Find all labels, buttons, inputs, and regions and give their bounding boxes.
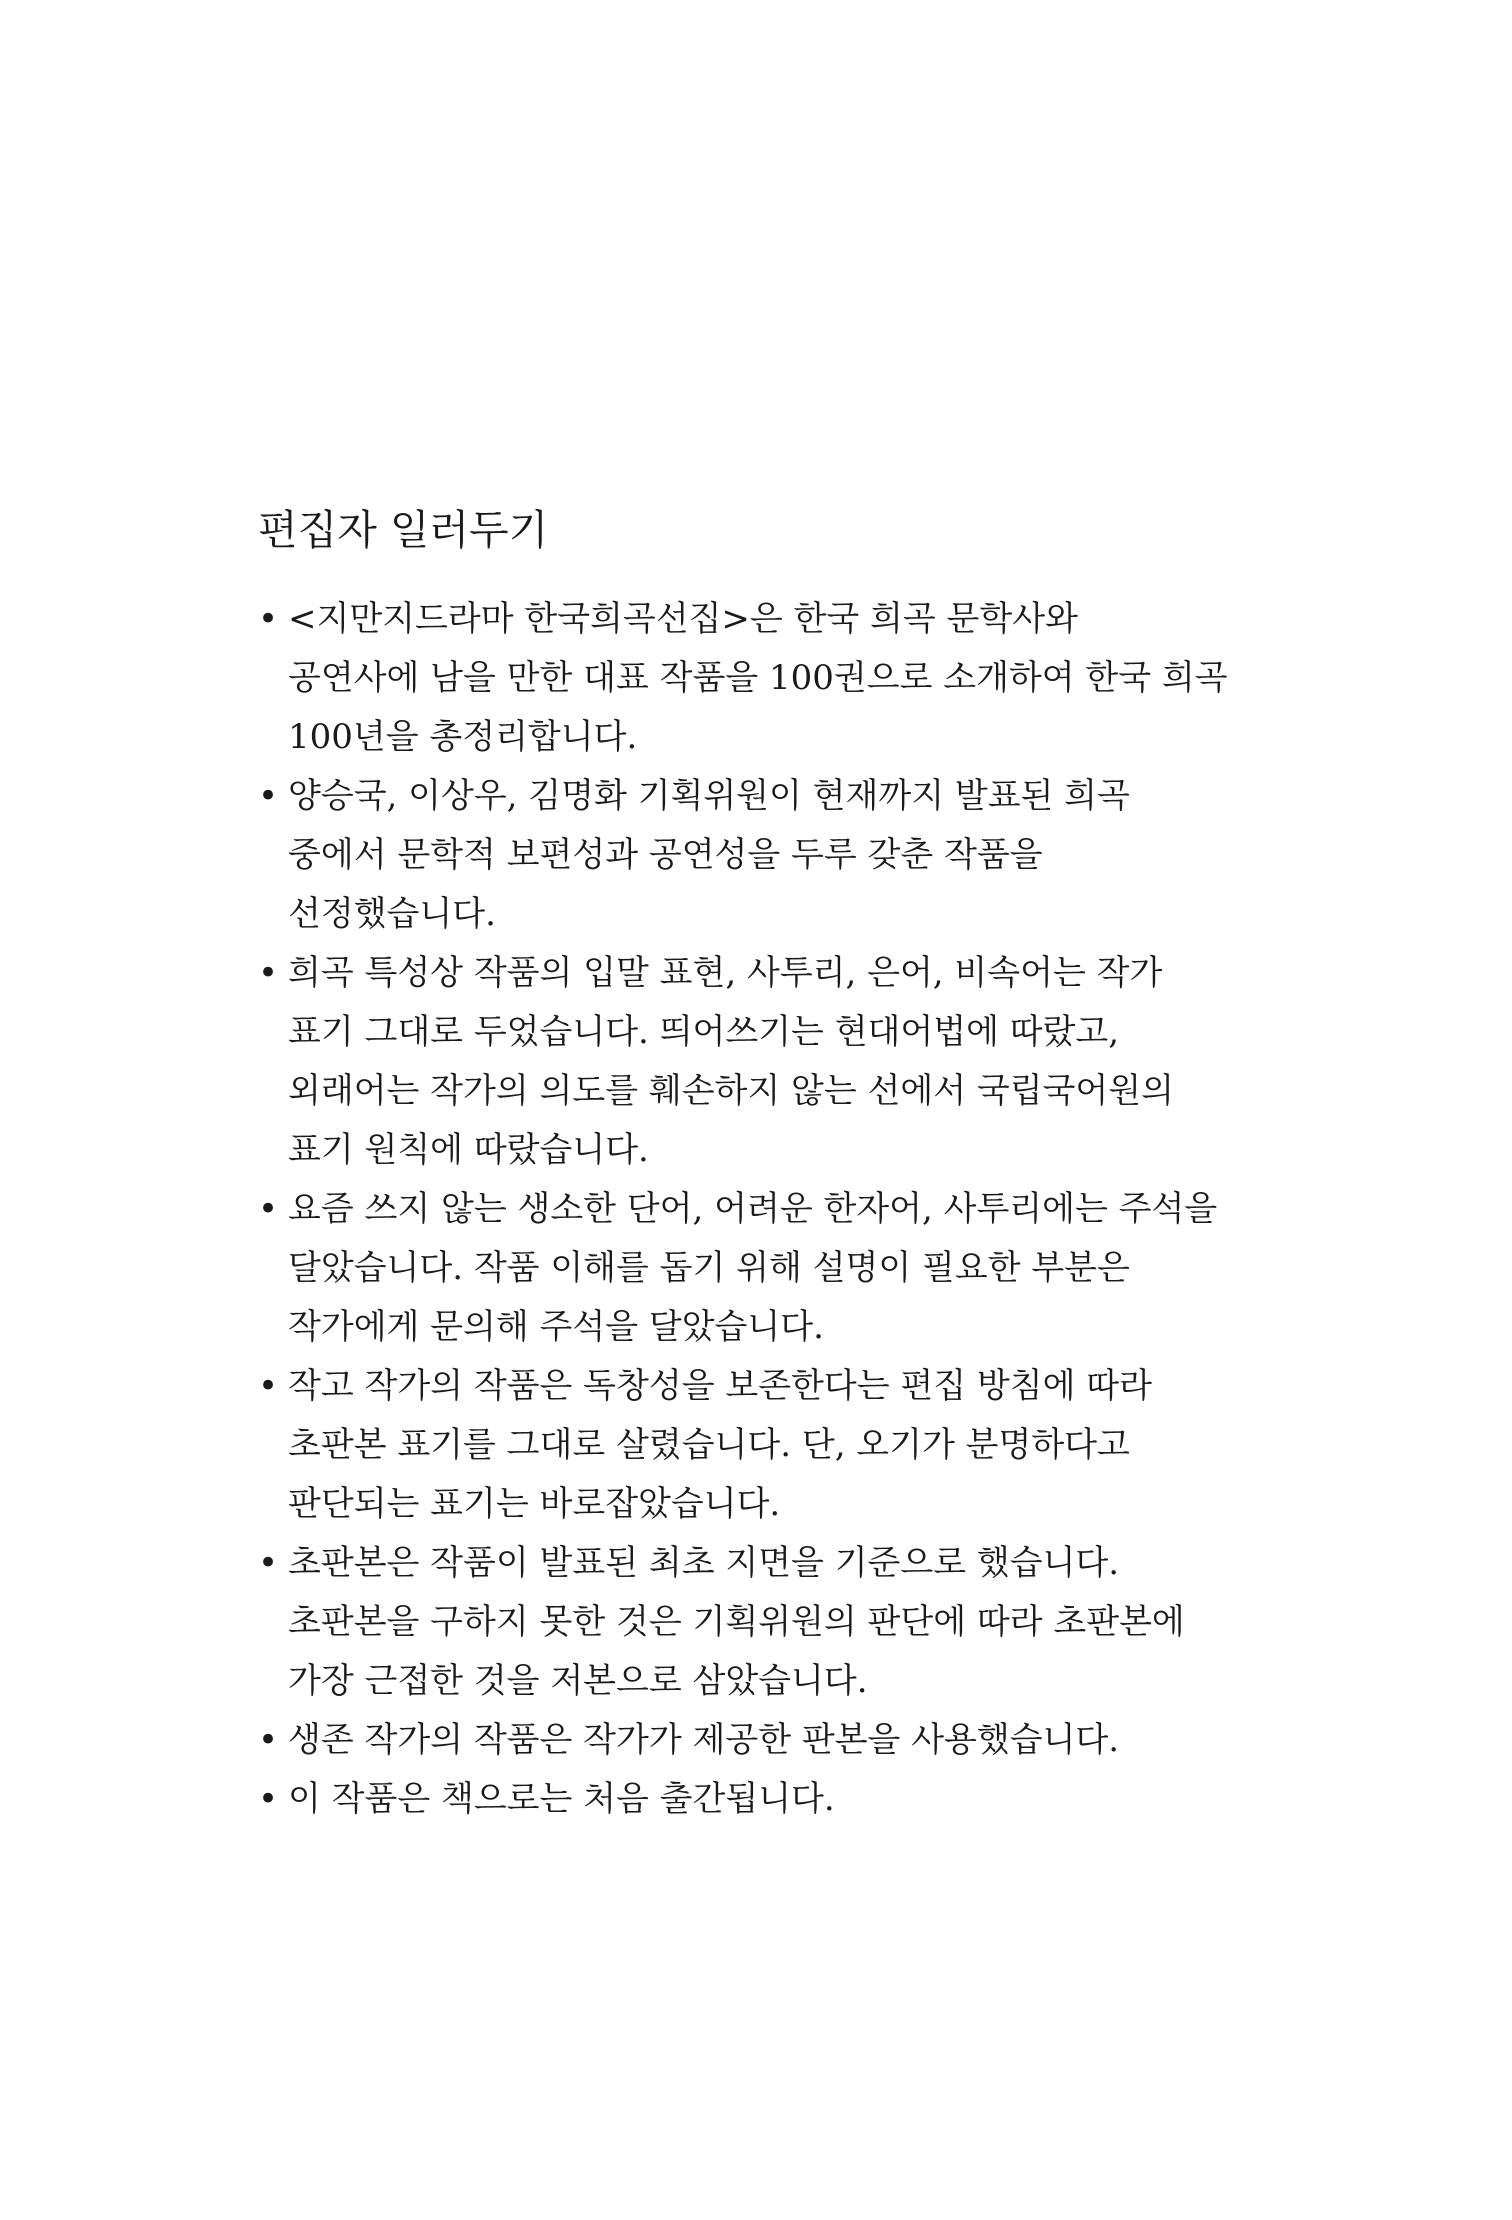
note-line: 중에서 문학적 보편성과 공연성을 두루 갖춘 작품을 (288, 835, 1043, 875)
bullet-icon: • (258, 1779, 279, 1819)
note-item (258, 590, 1258, 767)
bullet-icon: • (258, 1366, 279, 1406)
bullet-icon: • (258, 776, 279, 816)
note-line: 이 작품은 책으로는 처음 출간됩니다. (288, 1779, 835, 1819)
bullet-icon: • (258, 1720, 279, 1760)
note-line: 달았습니다. 작품 이해를 돕기 위해 설명이 필요한 부분은 (288, 1248, 1130, 1288)
note-item (258, 1534, 1258, 1711)
note-line: 작고 작가의 작품은 독창성을 보존한다는 편집 방침에 따라 (288, 1366, 1152, 1406)
note-item (258, 1770, 1258, 1829)
bullet-icon: • (258, 1543, 279, 1583)
note-item (258, 1357, 1258, 1534)
note-line: 요즘 쓰지 않는 생소한 단어, 어려운 한자어, 사투리에는 주석을 (288, 1189, 1218, 1229)
note-item (258, 1180, 1258, 1357)
note-line: 가장 근접한 것을 저본으로 삼았습니다. (288, 1661, 868, 1701)
bullet-icon: • (258, 1189, 279, 1229)
page-title: 편집자 일러두기 (258, 506, 549, 554)
note-line: 양승국, 이상우, 김명화 기획위원이 현재까지 발표된 희곡 (288, 776, 1130, 816)
note-item (258, 944, 1258, 1180)
note-line: 판단되는 표기는 바로잡았습니다. (288, 1484, 781, 1524)
note-line: 초판본 표기를 그대로 살렸습니다. 단, 오기가 분명하다고 (288, 1425, 1130, 1465)
note-line: 표기 그대로 두었습니다. 띄어쓰기는 현대어법에 따랐고, (288, 1012, 1120, 1052)
note-line: <지만지드라마 한국희곡선집>은 한국 희곡 문학사와 (288, 599, 1078, 639)
note-line: 초판본은 작품이 발표된 최초 지면을 기준으로 했습니다. (288, 1543, 1120, 1583)
note-line: 생존 작가의 작품은 작가가 제공한 판본을 사용했습니다. (288, 1720, 1120, 1760)
note-item (258, 1711, 1258, 1770)
note-line: 외래어는 작가의 의도를 훼손하지 않는 선에서 국립국어원의 (288, 1071, 1174, 1111)
bullet-icon: • (258, 953, 279, 993)
note-item (258, 767, 1258, 944)
editor-notes-list (258, 590, 1258, 1829)
note-line: 작가에게 문의해 주석을 달았습니다. (288, 1307, 824, 1347)
note-line: 희곡 특성상 작품의 입말 표현, 사투리, 은어, 비속어는 작가 (288, 953, 1163, 993)
note-line: 선정했습니다. (288, 894, 496, 934)
note-line: 초판본을 구하지 못한 것은 기획위원의 판단에 따라 초판본에 (288, 1602, 1185, 1642)
bullet-icon: • (258, 599, 279, 639)
note-line: 100년을 총정리합니다. (288, 717, 638, 757)
note-line: 표기 원칙에 따랐습니다. (288, 1130, 649, 1170)
note-line: 공연사에 남을 만한 대표 작품을 100권으로 소개하여 한국 희곡 (288, 658, 1228, 698)
